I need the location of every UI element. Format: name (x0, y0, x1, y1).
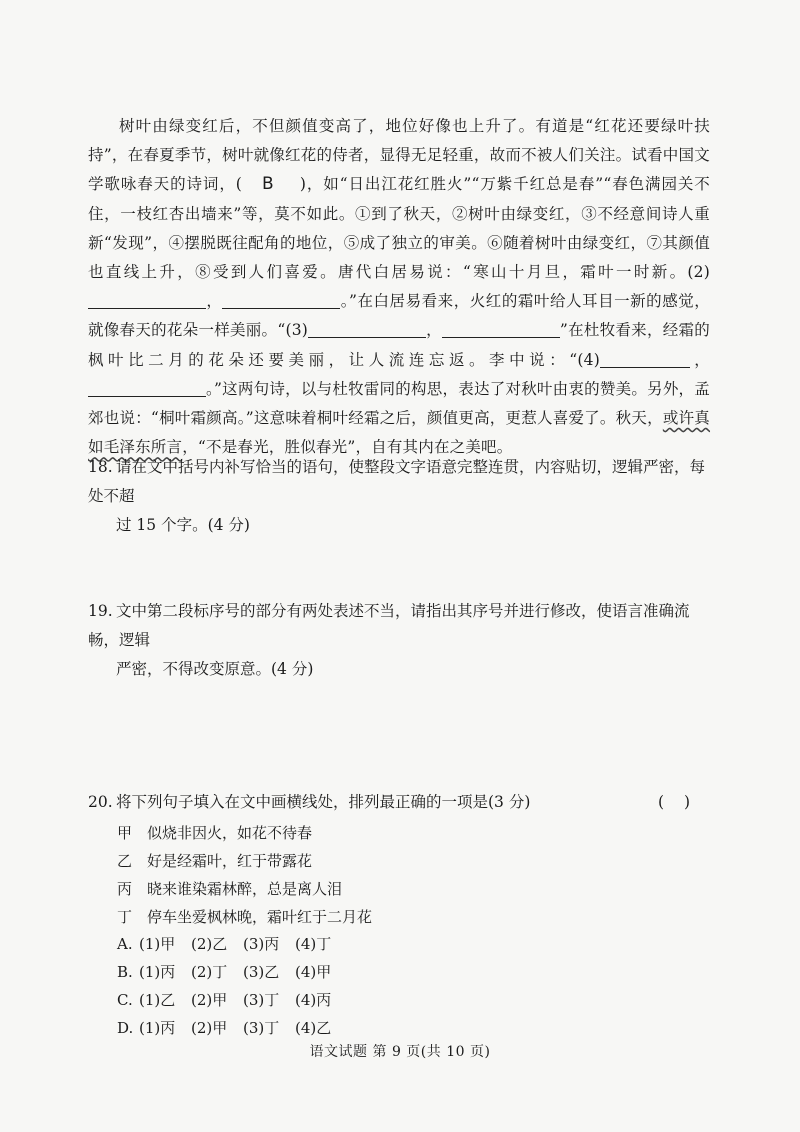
item-text: 似烧非因火，如花不待春 (147, 824, 313, 842)
question-number: 20. (88, 793, 113, 811)
paren-open: ( (658, 793, 665, 811)
option-part: (4)丁 (295, 935, 332, 953)
handwritten-answer: B (261, 174, 274, 195)
option-part: (2)甲 (191, 1019, 228, 1037)
option-part: (4)甲 (295, 963, 332, 981)
option-part: (1)乙 (139, 991, 176, 1009)
option-part: (4)乙 (295, 1019, 332, 1037)
question-18 (88, 453, 710, 540)
wavy-underlined-text: 或许真如毛泽东所言 (88, 409, 711, 457)
item-text: 停车坐爱枫林晚，霜叶红于二月花 (147, 908, 373, 926)
passage-text: ，“不是春光，胜似春光”，自有其内在之美吧。 (182, 438, 513, 457)
question-text: 文中第二段标序号的部分有两处表述不当，请指出其序号并进行修改，使语言准确流畅，逻辑 (88, 602, 690, 649)
list-item (117, 903, 372, 931)
item-label: 丁 (117, 908, 133, 926)
question-text: 将下列句子填入在文中画横线处，排列最正确的一项是(3 分) (116, 793, 531, 811)
option-part: (3)乙 (243, 963, 280, 981)
question-text: 请在文中括号内补写恰当的语句，使整段文字语意完整连贯，内容贴切，逻辑严密，每处不超 (88, 458, 706, 505)
option-label: B. (117, 963, 133, 981)
option-label: D. (117, 1019, 134, 1037)
passage-text: 。”这两句诗，以与杜牧雷同的构思，表达了对秋叶由衷的赞美。另外，孟郊也说：“桐叶霜颜高。”这意味着桐叶经霜之后，颜值更高，更惹人喜爱了。秋天， (88, 379, 710, 428)
option-b[interactable] (117, 958, 347, 986)
question-20 (88, 788, 710, 817)
answer-options (117, 930, 347, 1042)
question-number: 18. (88, 458, 113, 476)
item-label: 丙 (117, 880, 133, 898)
passage-text: 。”在白居易看来，火红的霜叶给人耳目一新的感觉，就像春天的花朵一样美丽。“(3) (88, 292, 711, 340)
question-number: 19. (88, 602, 113, 620)
item-label: 乙 (117, 852, 133, 870)
passage-text: ， (426, 321, 442, 340)
passage-text: 树叶由绿变红后，不但颜值变高了，地位好像也上升了。有道是“红花还要绿叶扶持”，在春夏季节，树叶就像红花的侍者，显得无足轻重，故而不被人们关注。试看中国文学歌咏春天的诗词，( (88, 117, 710, 194)
blank-line (600, 351, 690, 368)
blank-line (308, 322, 426, 339)
option-part: (1)丙 (139, 963, 176, 981)
option-part: (3)丁 (243, 1019, 280, 1037)
item-text: 晓来谁染霜林醉，总是离人泪 (147, 880, 343, 898)
option-part: (3)丁 (243, 991, 280, 1009)
blank-line (442, 322, 560, 339)
option-part: (3)丙 (243, 935, 280, 953)
list-item (117, 847, 372, 875)
reading-passage (88, 112, 710, 462)
question-text: 过 15 个字。(4 分) (116, 516, 250, 534)
blank-line (88, 293, 206, 310)
blank-line (222, 293, 340, 310)
answer-parentheses[interactable] (658, 793, 710, 811)
list-item (117, 819, 372, 847)
option-d[interactable] (117, 1014, 347, 1042)
option-c[interactable] (117, 986, 347, 1014)
question-text: 严密，不得改变原意。(4 分) (116, 660, 314, 678)
sentence-list (117, 819, 372, 931)
option-part: (2)乙 (191, 935, 228, 953)
question-19 (88, 597, 710, 684)
option-part: (2)甲 (191, 991, 228, 1009)
paren-close: ) (684, 793, 691, 811)
option-label: C. (117, 991, 133, 1009)
option-part: (4)丙 (295, 991, 332, 1009)
blank-line (88, 380, 206, 397)
passage-text: ， (689, 350, 711, 369)
item-text: 好是经霜叶，红于带露花 (147, 852, 313, 870)
passage-text: ”在杜牧看来，经霜的枫叶比二月的花朵还要美丽，让人流连忘返。李中说：“(4) (88, 321, 710, 369)
item-label: 甲 (117, 824, 133, 842)
option-part: (2)丁 (191, 963, 228, 981)
passage-text: )，如“日出江花红胜火”“万紫千红总是春”“春色满园关不住，一枝红杏出墙来”等，莫不如此。①到了秋天，②树叶由绿变红，③不经意间诗人重新“发现”，④摆脱既往配角的地位，⑤成了独立的审美。⑥随着树叶由绿变红，⑦其颜值也直线上升，⑧受到人们喜爱。唐代白居易说：“寒山十月旦，霜叶一时新。(2) (88, 175, 710, 282)
option-part: (1)丙 (139, 1019, 176, 1037)
option-label: A. (117, 935, 133, 953)
passage-text: ， (206, 292, 223, 311)
option-part: (1)甲 (139, 935, 176, 953)
list-item (117, 875, 372, 903)
option-a[interactable] (117, 930, 347, 958)
page-footer: 语文试题 第 9 页(共 10 页) (309, 1044, 491, 1060)
